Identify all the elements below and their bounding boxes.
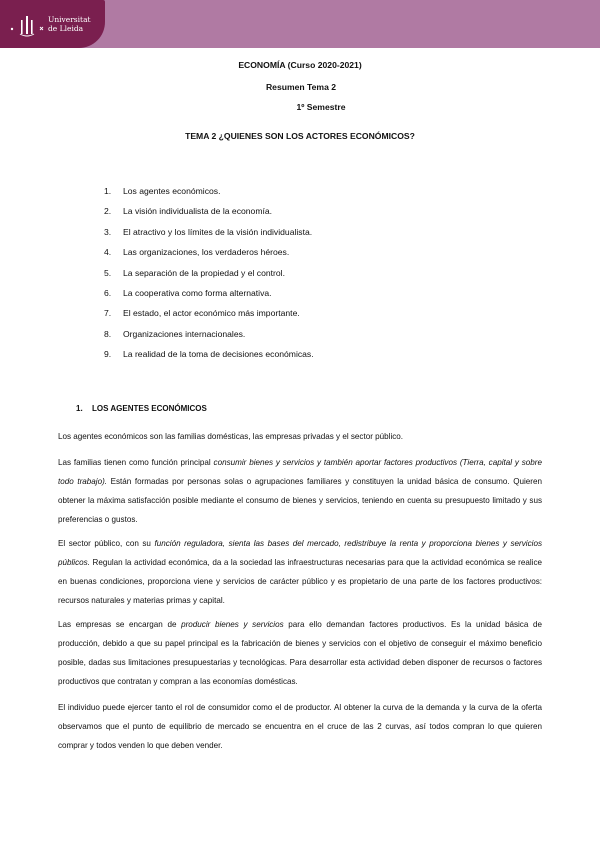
university-crest-icon: [8, 12, 48, 38]
paragraph-emphasis: consumir bienes y servicios y también aportar factores productivos (Tierra, capital y sobre todo trabajo).: [58, 458, 543, 486]
paragraph-text: Los agentes económicos son las familias domésticas, las empresas privadas y el sector público.: [58, 432, 404, 441]
paragraph-public-sector: [58, 534, 542, 610]
paragraph-text: El individuo puede ejercer tanto el rol de consumidor como el de productor. Al obtener la curva de la demanda y la curva de la oferta observamos que el punto de equilibrio de mercado se encuentra en el cruce de las 2 curvas, así todos compran lo que quieren comprar y todos venden lo que deben vender.: [58, 703, 542, 750]
list-item-text: La cooperativa como forma alternativa.: [123, 287, 272, 298]
list-item-text: Los agentes económicos.: [123, 186, 221, 196]
paragraph-text: para ello demandan factores productivos. Es la unidad básica de producción, debido a que su papel principal es la fabricación de bienes y servicios con el objetivo de conseguir el máximo beneficio posible, dadas sus limitaciones presupuestarias y tecnológicas. Para desarrollar esta actividad deben disponer de recursos o factores productivos que contratan y compran a las economías domésticas.: [58, 620, 542, 686]
list-item-number: 6.: [104, 287, 112, 298]
list-item-text: El atractivo y los límites de la visión individualista.: [123, 226, 313, 237]
list-item-number: 2.: [104, 206, 112, 217]
list-item-number: 4.: [104, 247, 112, 258]
section-number: 1.: [76, 404, 83, 413]
list-item-text: Organizaciones internacionales.: [123, 328, 246, 339]
section-title: LOS AGENTES ECONÓMICOS: [92, 404, 207, 413]
topic-title: TEMA 2 ¿QUIENES SON LOS ACTORES ECONÓMICOS?: [185, 131, 415, 141]
list-item-text: La realidad de la toma de decisiones económicas.: [123, 349, 314, 360]
list-item-text: La visión individualista de la economía.: [123, 206, 273, 217]
logo-line-1: Universitat: [48, 15, 91, 24]
list-item-number: 3.: [104, 226, 112, 237]
logo-line-2: de Lleida: [48, 24, 84, 33]
course-title: ECONOMÍA (Curso 2020-2021): [238, 60, 362, 70]
list-item-number: 8.: [104, 328, 112, 339]
list-item-text: Las organizaciones, los verdaderos héroes.: [123, 247, 290, 258]
paragraph-families: [58, 453, 542, 529]
paragraph-emphasis: producir bienes y servicios: [181, 620, 284, 629]
paragraph-companies: [58, 615, 542, 691]
list-item-number: 5.: [104, 267, 112, 278]
paragraph-individual: [58, 698, 542, 755]
paragraph-text: Regulan la actividad económica, da a la sociedad las infraestructuras necesarias para que la actividad económica se realice en buenas condiciones, proporciona viene y servicios de carácter público y es propietario de una parte de los factores productivos: recursos naturales y materias primas y capital.: [58, 558, 542, 605]
list-item-number: 7.: [104, 308, 112, 319]
university-logo: [0, 0, 105, 48]
university-name: [48, 15, 91, 33]
paragraph-text: El sector público, con su: [58, 539, 155, 548]
semester-title: 1º Semestre: [296, 102, 346, 112]
paragraph-agents: [58, 427, 542, 446]
paragraph-text: Las empresas se encargan de: [58, 620, 182, 629]
section-heading: [76, 404, 207, 413]
list-item-text: El estado, el actor económico más importante.: [123, 308, 300, 319]
list-item-number: 9.: [104, 349, 112, 360]
paragraph-text: Están formadas por personas solas o agrupaciones familiares y constituyen la unidad básica de consumo. Quieren obtener la máxima satisfacción posible mediante el consumo de bienes y servicios, teniendo en cuenta su presupuesto limitado y sus preferencias o gustos.: [58, 477, 542, 524]
paragraph-emphasis: función reguladora, sienta las bases del mercado, redistribuye la renta y proporciona bienes y servicios públicos.: [58, 539, 542, 567]
paragraph-text: Las familias tienen como función principal: [58, 458, 214, 467]
list-item-text: La separación de la propiedad y el control.: [123, 267, 285, 278]
summary-title: Resumen Tema 2: [265, 82, 337, 92]
list-item-number: 1.: [104, 186, 112, 196]
